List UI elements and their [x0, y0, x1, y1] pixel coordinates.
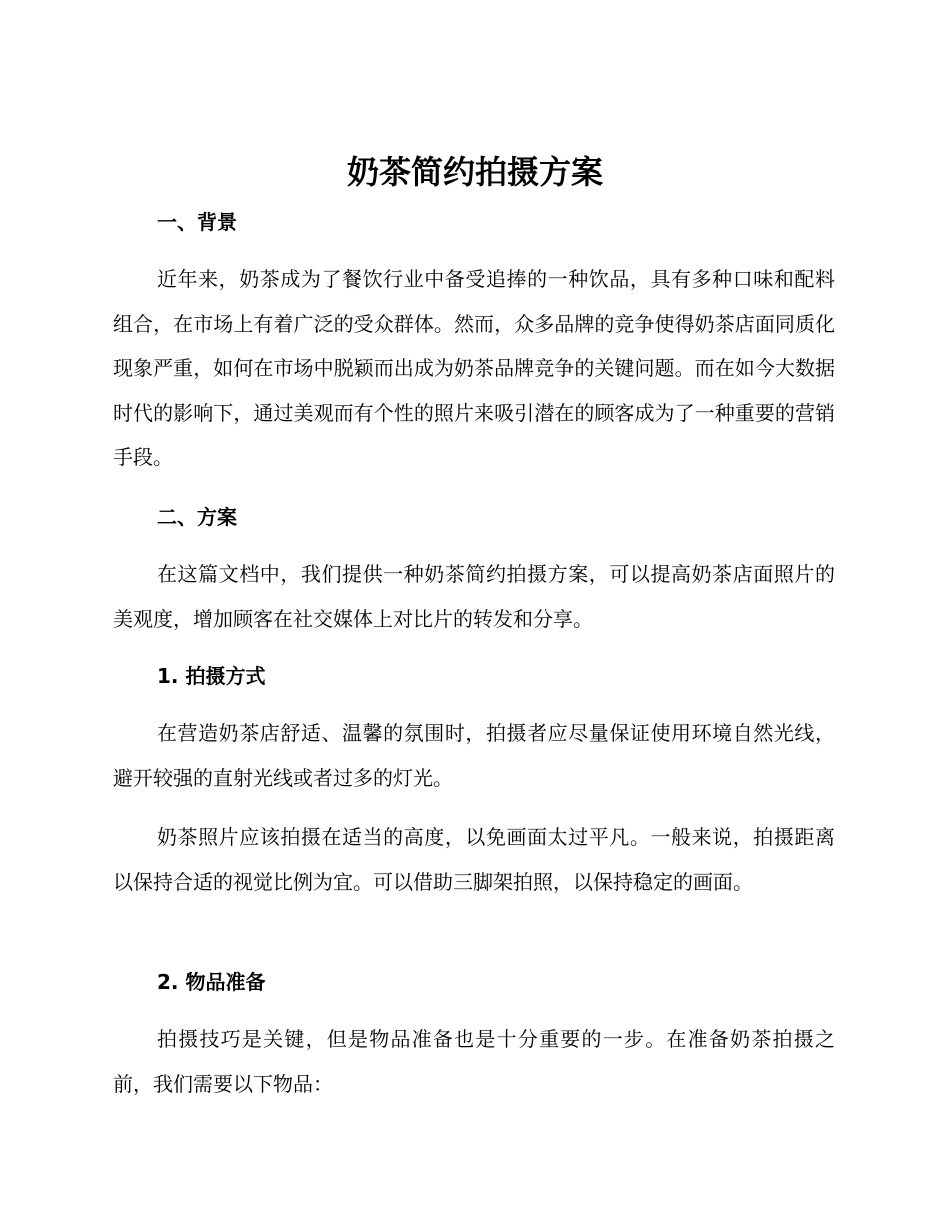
section-heading-plan: 二、方案: [157, 505, 237, 529]
section-heading-shooting-method: 1. 拍摄方式: [157, 664, 266, 688]
paragraph-plan: 在这篇文档中，我们提供一种奶茶简约拍摄方案，可以提高奶茶店面照片的美观度，增加顾客在社交媒体上对比片的转发和分享。: [113, 562, 835, 631]
paragraph-shooting-light: 在营造奶茶店舒适、温馨的氛围时，拍摄者应尽量保证使用环境自然光线，避开较强的直射光线或者过多的灯光。: [113, 721, 835, 790]
paragraph-shooting-height: 奶茶照片应该拍摄在适当的高度，以免画面太过平凡。一般来说，拍摄距离以保持合适的视觉比例为宜。可以借助三脚架拍照，以保持稳定的画面。: [113, 825, 835, 894]
paragraph-item-prep: 拍摄技巧是关键，但是物品准备也是十分重要的一步。在准备奶茶拍摄之前，我们需要以下物品：: [113, 1027, 835, 1096]
section-heading-item-prep: 2. 物品准备: [157, 970, 266, 994]
section-heading-background: 一、背景: [157, 210, 237, 234]
paragraph-background: 近年来，奶茶成为了餐饮行业中备受追捧的一种饮品，具有多种口味和配料组合，在市场上有着广泛的受众群体。然而，众多品牌的竞争使得奶茶店面同质化现象严重，如何在市场中脱颖而出成为奶茶品牌竞争的关键问题。而在如今大数据时代的影响下，通过美观而有个性的照片来吸引潜在的顾客成为了一种重要的营销手段。: [113, 267, 835, 469]
document-title: 奶茶简约拍摄方案: [346, 153, 603, 191]
